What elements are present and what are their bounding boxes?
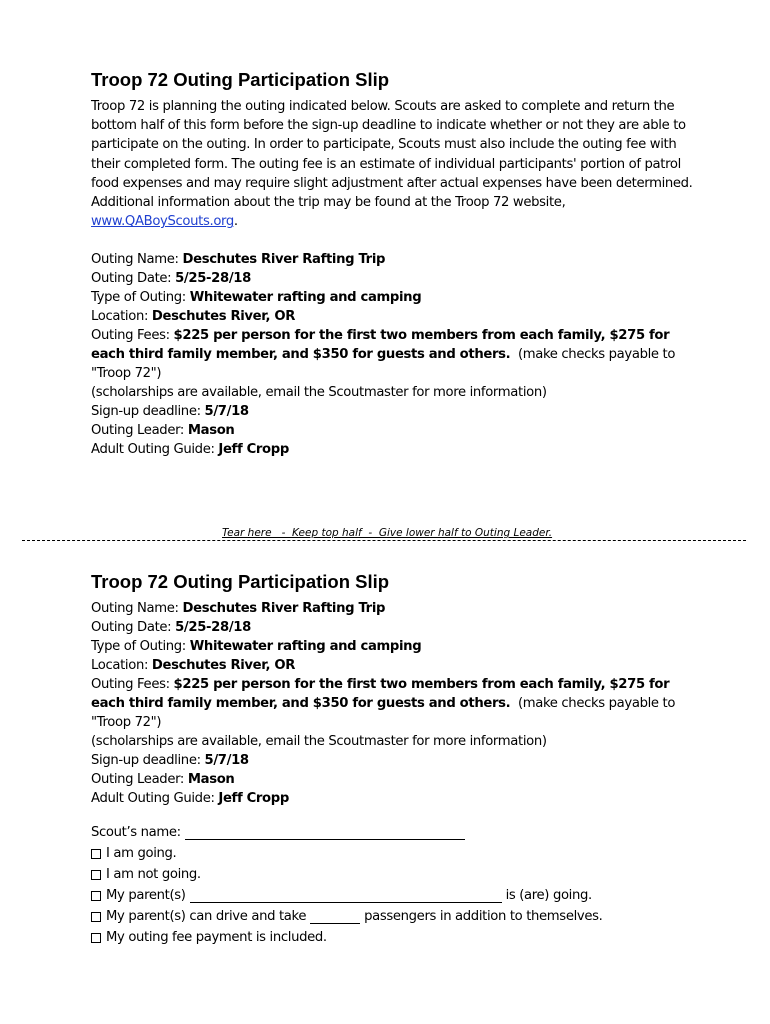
deadline-line <box>91 751 701 770</box>
fee-included-label: My outing fee payment is included. <box>106 930 327 945</box>
deadline-value: 5/7/18 <box>204 404 249 420</box>
location-label: Location: <box>91 309 152 325</box>
outing-date-label: Outing Date: <box>91 620 176 635</box>
tear-dashed-divider <box>22 540 746 541</box>
outing-date-value: 5/25-28/18 <box>175 620 251 635</box>
outing-date-label: Outing Date: <box>91 271 176 287</box>
tear-instructions: Tear here - Keep top half - Give lower half to Outing Leader. <box>222 527 553 539</box>
going-row <box>91 843 701 864</box>
guide-label: Adult Outing Guide: <box>91 442 219 458</box>
outing-type-line <box>91 288 701 307</box>
fee-included-row <box>91 927 701 948</box>
outing-name-label: Outing Name: <box>91 601 183 616</box>
outing-type-line <box>91 637 701 656</box>
outing-type-label: Type of Outing: <box>91 290 190 306</box>
not-going-row <box>91 864 701 885</box>
parents-going-checkbox[interactable] <box>91 891 101 901</box>
location-label: Location: <box>91 658 152 673</box>
outing-name-line <box>91 250 701 269</box>
scout-name-row <box>91 822 701 843</box>
outing-name-value: Deschutes River Rafting Trip <box>182 252 386 268</box>
not-going-label: I am not going. <box>106 867 201 882</box>
fees-line <box>91 326 701 383</box>
fees-note: (make checks payable to "Troop 72") <box>91 696 679 730</box>
guide-label: Adult Outing Guide: <box>91 791 219 806</box>
outing-name-line <box>91 599 701 618</box>
deadline-label: Sign-up deadline: <box>91 404 205 420</box>
location-line <box>91 656 701 675</box>
deadline-label: Sign-up deadline: <box>91 753 205 768</box>
scout-name-field[interactable] <box>185 825 465 840</box>
outing-date-value: 5/25-28/18 <box>175 271 251 287</box>
guide-line <box>91 789 701 808</box>
outing-type-value: Whitewater rafting and camping <box>189 639 422 654</box>
outing-details-bottom <box>91 599 701 808</box>
guide-line <box>91 440 701 459</box>
location-value: Deschutes River, OR <box>151 658 296 673</box>
fees-note: (make checks payable to "Troop 72") <box>91 347 679 382</box>
leader-value: Mason <box>187 772 235 787</box>
page-title: Troop 72 Outing Participation Slip <box>91 69 390 90</box>
drive-label: My parent(s) can drive and take <box>106 909 307 924</box>
fees-label: Outing Fees: <box>91 677 174 692</box>
parents-going-row <box>91 885 701 906</box>
intro-paragraph <box>91 97 701 231</box>
going-label: I am going. <box>106 846 177 861</box>
scholarship-line: (scholarships are available, email the Scoutmaster for more information) <box>91 734 547 749</box>
leader-line <box>91 770 701 789</box>
leader-value: Mason <box>187 423 235 439</box>
outing-date-line <box>91 269 701 288</box>
drive-suffix: passengers in addition to themselves. <box>364 909 603 924</box>
parents-drive-row <box>91 906 701 927</box>
fee-included-checkbox[interactable] <box>91 933 101 943</box>
location-value: Deschutes River, OR <box>151 309 296 325</box>
outing-type-label: Type of Outing: <box>91 639 190 654</box>
top-section <box>91 68 701 459</box>
leader-line <box>91 421 701 440</box>
parents-label: My parent(s) <box>106 888 186 903</box>
intro-period: . <box>233 214 238 230</box>
bottom-section <box>91 570 701 948</box>
passenger-count-field[interactable] <box>310 909 360 924</box>
outing-details-top <box>91 250 701 459</box>
fees-value: $225 per person for the first two members from each family, $275 for each third family member, and $350 for guests and others. <box>91 677 670 711</box>
tear-line <box>22 526 746 548</box>
leader-label: Outing Leader: <box>91 423 188 439</box>
scout-name-label: Scout’s name: <box>91 825 181 840</box>
parents-name-field[interactable] <box>190 888 502 903</box>
outing-name-value: Deschutes River Rafting Trip <box>182 601 386 616</box>
leader-label: Outing Leader: <box>91 772 188 787</box>
fees-line <box>91 675 701 732</box>
response-form <box>91 822 701 948</box>
parents-suffix: is (are) going. <box>505 888 592 903</box>
intro-text: Troop 72 is planning the outing indicated below. Scouts are asked to complete and return the bottom half of this form before the sign-up deadline to indicate whether or not they are able to participate on the outing. In order to participate, Scouts must also include the outing fee with their completed form. The outing fee is an estimate of individual participants' portion of patrol food expenses and may require slight adjustment after actual expenses have been determined. Additional information about the trip may be found at the Troop 72 website, <box>91 99 693 211</box>
fees-value: $225 per person for the first two members from each family, $275 for each third family member, and $350 for guests and others. <box>91 328 670 363</box>
website-link[interactable]: www.QABoyScouts.org <box>91 214 234 230</box>
scholarship-line: (scholarships are available, email the Scoutmaster for more information) <box>91 385 547 401</box>
outing-date-line <box>91 618 701 637</box>
outing-type-value: Whitewater rafting and camping <box>189 290 422 306</box>
parents-drive-checkbox[interactable] <box>91 912 101 922</box>
deadline-line <box>91 402 701 421</box>
guide-value: Jeff Cropp <box>218 442 289 458</box>
guide-value: Jeff Cropp <box>218 791 289 806</box>
slip-title: Troop 72 Outing Participation Slip <box>91 571 390 592</box>
fees-label: Outing Fees: <box>91 328 174 344</box>
deadline-value: 5/7/18 <box>204 753 249 768</box>
outing-name-label: Outing Name: <box>91 252 183 268</box>
location-line <box>91 307 701 326</box>
going-checkbox[interactable] <box>91 849 101 859</box>
not-going-checkbox[interactable] <box>91 870 101 880</box>
